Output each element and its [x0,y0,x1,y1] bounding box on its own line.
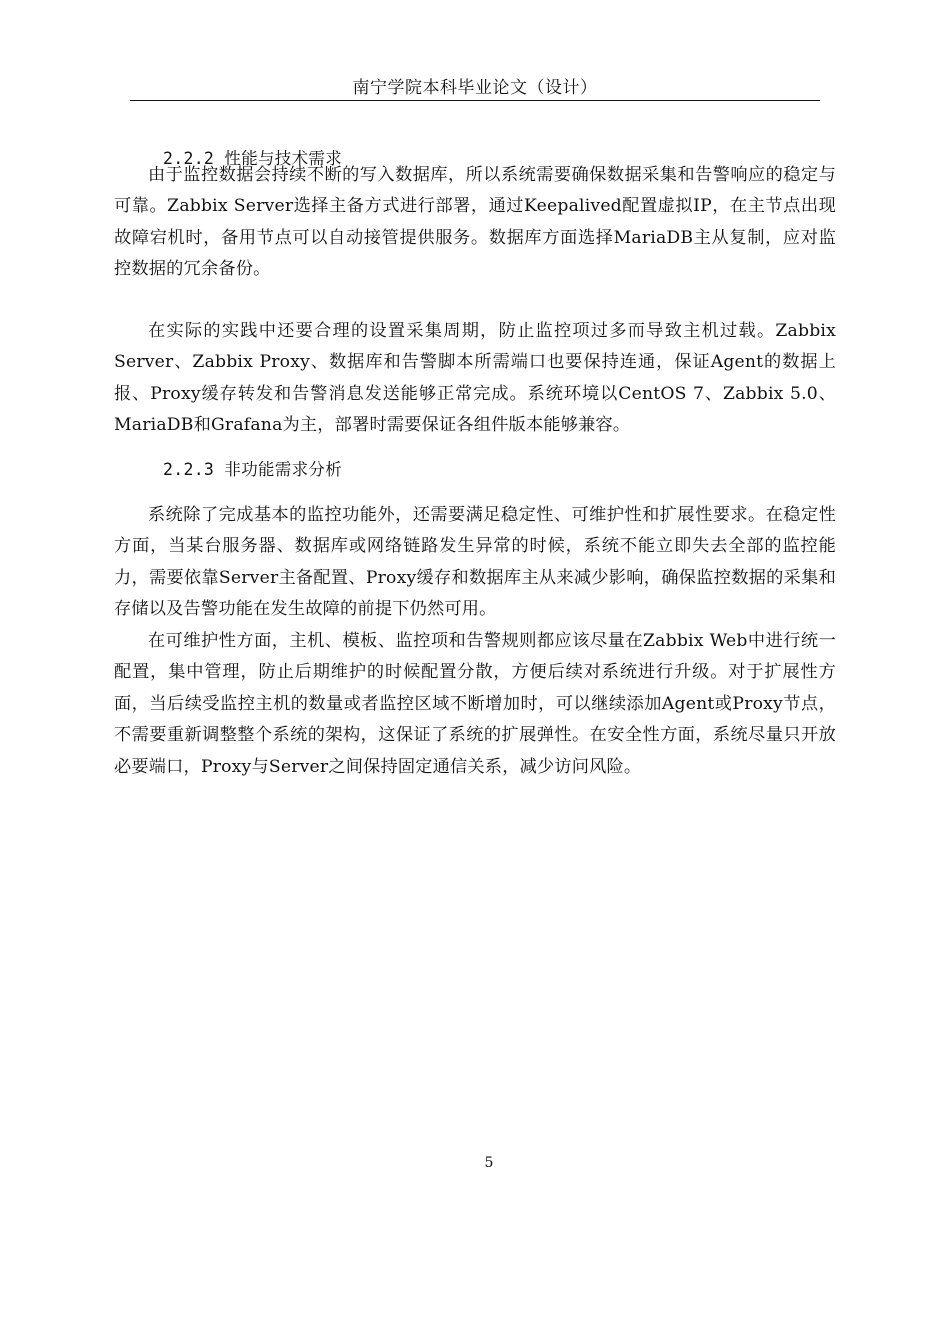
paragraph-nonfunctional-2: 在可维护性方面，主机、模板、监控项和告警规则都应该尽量在Zabbix Web中进行统一配置，集中管理，防止后期维护的时候配置分散，方便后续对系统进行升级。对于扩展性方面，当后续受监控主机的数量或者监控区域不断增加时，可以继续添加Agent或Proxy节点，不需要重新调整整个系统的架构，这保证了系统的扩展弹性。在安全性方面，系统尽量只开放必要端口，Proxy与Server之间保持固定通信关系，减少访问风险。 [114,631,836,777]
page-number: 5 [484,1155,494,1171]
header-rule [130,100,820,101]
section-heading-2-2-2: 2.2.2 性能与技术需求 [163,149,343,168]
running-header-title: 南宁学院本科毕业论文（设计） [352,78,598,98]
paragraph-nonfunctional-1: 系统除了完成基本的监控功能外，还需要满足稳定性、可维护性和扩展性要求。在稳定性方面，当某台服务器、数据库或网络链路发生异常的时候，系统不能立即失去全部的监控能力，需要依靠Server主备配置、Proxy缓存和数据库主从来减少影响，确保监控数据的采集和存储以及告警功能在发生故障的前提下仍然可用。 [114,505,836,620]
section-heading-2-2-3: 2.2.3 非功能需求分析 [163,460,343,479]
paragraph-performance-1: 由于监控数据会持续不断的写入数据库，所以系统需要确保数据采集和告警响应的稳定与可靠。Zabbix Server选择主备方式进行部署，通过Keepalived配置虚拟IP，在主节点出现故障宕机时，备用节点可以自动接管提供服务。数据库方面选择MariaDB主从复制，应对监控数据的冗余备份。 [114,165,836,280]
paragraph-performance-2: 在实际的实践中还要合理的设置采集周期，防止监控项过多而导致主机过载。Zabbix Server、Zabbix Proxy、数据库和告警脚本所需端口也要保持连通，保证Agent的数据上报、Proxy缓存转发和告警消息发送能够正常完成。系统环境以CentOS 7、Zabbix 5.0、MariaDB和Grafana为主，部署时需要保证各组件版本能够兼容。 [114,321,836,436]
